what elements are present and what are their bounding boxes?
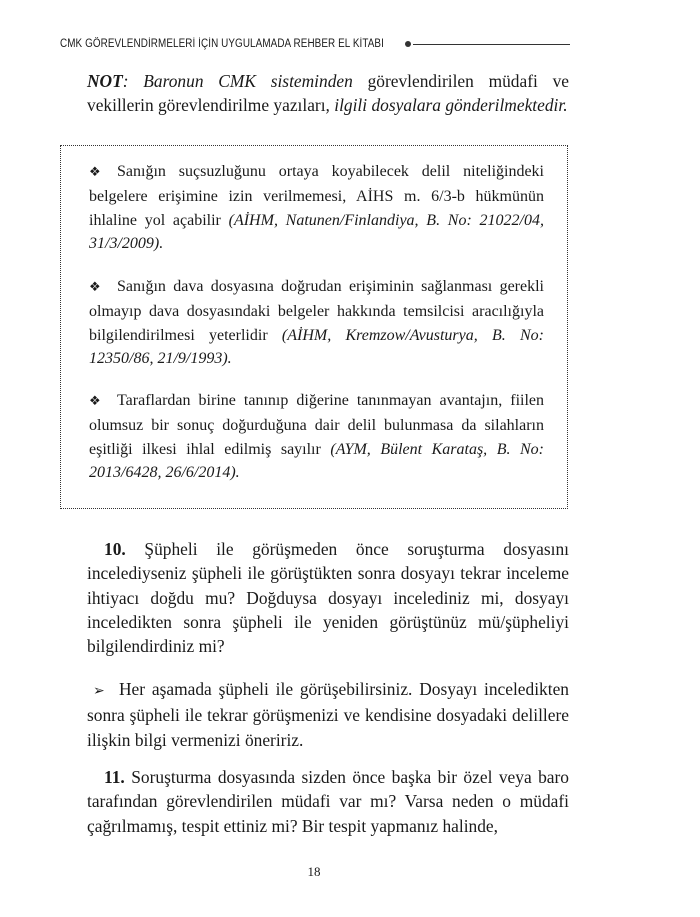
arrow-bullet-icon: ➢ xyxy=(93,683,105,699)
answer-text: Her aşamada şüpheli ile görüşebilirsiniz. Dosyayı inceledikten sonra şüpheli ile tekrar görüşmenizi ve kendisine dosyadaki delillere ilişkin bilgi vermenizi öneririz. xyxy=(87,679,569,750)
note-colon: : xyxy=(122,71,144,91)
case-law-item xyxy=(89,275,544,371)
question-number: 10. xyxy=(104,539,126,559)
question-text: Şüpheli ile görüşmeden önce soruşturma dosyasını incelediyseniz şüpheli ile görüştükten sonra dosyayı tekrar inceleme ihtiyacı doğdu mu? Doğduysa dosyayı incelediniz mi, dosyayı inceledikten sonra şüpheli ile yeniden görüştünüz mü/şüpheliyi bilgilendirdiniz mi? xyxy=(87,539,569,657)
book-title: CMK GÖREVLENDİRMELERİ İÇİN UYGULAMADA REHBER EL KİTABI xyxy=(60,38,384,50)
case-law-citation: (AİHM, Natunen/Finlandiya, B. No: 21022/04, 31/3/2009). xyxy=(89,211,544,253)
note-label: NOT xyxy=(87,71,123,91)
diamond-bullet-icon: ❖ xyxy=(89,394,101,409)
note-text-italic-1: Baronun CMK sisteminden xyxy=(143,71,353,91)
note-text-regular: görevlendirilen müdafi ve vekillerin görevlendirilme yazıları xyxy=(87,71,569,116)
note-paragraph xyxy=(87,69,569,118)
running-header xyxy=(60,36,570,52)
header-rule xyxy=(413,44,570,45)
note-text-italic-2: , ilgili dosyalara gönderilmektedir. xyxy=(325,95,568,116)
answer-10 xyxy=(87,677,569,752)
page-number: 18 xyxy=(307,864,321,879)
case-law-item xyxy=(89,389,544,485)
case-law-citation: (AİHM, Kremzow/Avusturya, B. No: 12350/86, 21/9/1993). xyxy=(89,326,544,368)
diamond-bullet-icon: ❖ xyxy=(89,165,101,180)
question-11 xyxy=(87,765,569,838)
question-text: Soruşturma dosyasında sizden önce başka bir özel veya baro tarafından görevlendirilen müdafi var mı? Varsa neden o müdafi çağrılmamış, tespit ettiniz mi? Bir tespit yapmanız halinde, xyxy=(87,767,569,836)
header-bullet-dot xyxy=(405,41,411,47)
question-10 xyxy=(87,537,569,658)
case-law-box xyxy=(60,145,568,509)
diamond-bullet-icon: ❖ xyxy=(89,280,101,295)
question-number: 11. xyxy=(104,767,125,787)
case-law-text: Sanığın dava dosyasına doğrudan erişiminin sağlanması gerekli olmayıp dava dosyasındaki belgeler hakkında temsilcisi aracılığıyla bilgilendirilmesi yeterlidir xyxy=(89,278,544,344)
case-law-text: Taraflardan birine tanınıp diğerine tanınmayan avantajın, fiilen olumsuz bir sonuç doğurduğuna dair delil bulunmasa da silahların eşitliği ilkesi ihlal edilmiş sayılır xyxy=(89,392,544,458)
case-law-item xyxy=(89,160,544,256)
case-law-text: Sanığın suçsuzluğunu ortaya koyabilecek delil niteliğindeki belgelere erişimine izin verilmemesi, AİHS m. 6/3-b hükmünün ihlaline yol açabilir xyxy=(89,163,544,229)
case-law-citation: (AYM, Bülent Karataş, B. No: 2013/6428, 26/6/2014). xyxy=(89,440,544,482)
